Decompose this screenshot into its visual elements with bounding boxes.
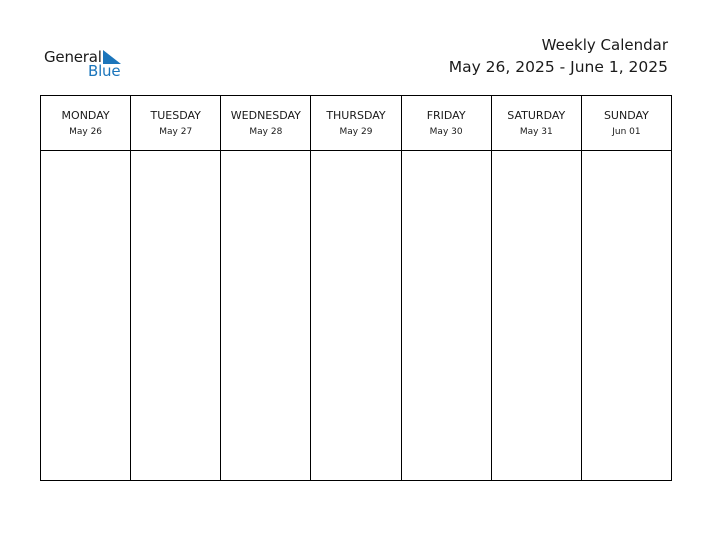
day-column-sunday bbox=[581, 96, 671, 480]
day-header bbox=[41, 96, 130, 151]
day-name: THURSDAY bbox=[326, 109, 386, 122]
day-date: May 29 bbox=[339, 127, 373, 137]
day-date: May 27 bbox=[159, 127, 193, 137]
day-date: May 31 bbox=[519, 127, 553, 137]
day-name: FRIDAY bbox=[426, 109, 466, 122]
day-cell bbox=[131, 151, 220, 480]
day-column-thursday bbox=[310, 96, 400, 480]
day-date: May 28 bbox=[249, 127, 283, 137]
day-column-friday bbox=[401, 96, 491, 480]
day-column-tuesday bbox=[130, 96, 220, 480]
logo-text-blue: Blue bbox=[88, 62, 121, 80]
day-header bbox=[582, 96, 671, 151]
day-name: SUNDAY bbox=[603, 109, 649, 122]
date-range: May 26, 2025 - June 1, 2025 bbox=[448, 58, 668, 76]
day-date: Jun 01 bbox=[612, 127, 641, 137]
day-name: MONDAY bbox=[61, 109, 110, 122]
day-date: May 30 bbox=[429, 127, 463, 137]
day-header bbox=[311, 96, 400, 151]
day-column-monday bbox=[41, 96, 130, 480]
day-cell bbox=[221, 151, 310, 480]
day-cell bbox=[402, 151, 491, 480]
day-cell bbox=[311, 151, 400, 480]
logo-text-general: General bbox=[44, 48, 102, 66]
page-title: Weekly Calendar bbox=[541, 36, 668, 54]
logo bbox=[44, 46, 124, 82]
day-header bbox=[402, 96, 491, 151]
day-header bbox=[131, 96, 220, 151]
day-date: May 26 bbox=[69, 127, 103, 137]
day-name: SATURDAY bbox=[507, 109, 566, 122]
day-name: WEDNESDAY bbox=[230, 109, 301, 122]
day-name: TUESDAY bbox=[150, 109, 201, 122]
weekly-calendar-grid bbox=[40, 95, 672, 481]
day-cell bbox=[582, 151, 671, 480]
day-header bbox=[492, 96, 581, 151]
day-column-saturday bbox=[491, 96, 581, 480]
day-cell bbox=[41, 151, 130, 480]
day-column-wednesday bbox=[220, 96, 310, 480]
day-cell bbox=[492, 151, 581, 480]
day-header bbox=[221, 96, 310, 151]
